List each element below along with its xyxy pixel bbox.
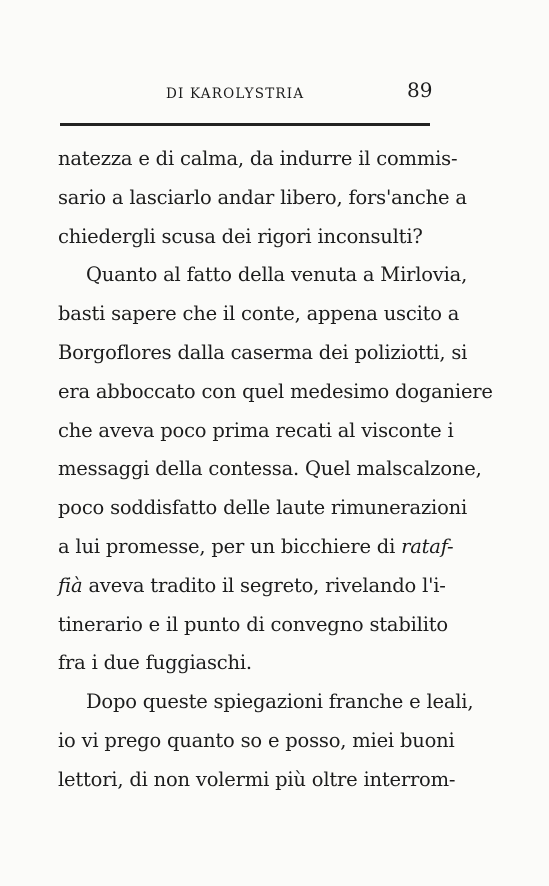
text-line: sario a lasciarlo andar libero, fors'anche a [58, 185, 467, 209]
text-line: Dopo queste spiegazioni franche e leali, [86, 690, 474, 714]
text-segment: aveva tradito il segreto, rivelando l'i- [88, 573, 446, 597]
body-text [58, 140, 493, 800]
italic-word: rataf- [401, 534, 454, 558]
running-title: DI KAROLYSTRIA [166, 86, 305, 102]
text-line: io vi prego quanto so e posso, miei buoni [58, 728, 455, 752]
text-line: poco soddisfatto delle laute rimunerazioni [58, 496, 468, 520]
italic-word: fià [58, 573, 83, 597]
text-line: basti sapere che il conte, appena uscito a [58, 302, 460, 326]
header-rule [60, 123, 430, 126]
text-line: chiedergli scusa dei rigori inconsulti? [58, 224, 423, 248]
text-line: era abboccato con quel medesimo doganiere [58, 379, 493, 403]
text-line: messaggi della contessa. Quel malscalzone, [58, 457, 482, 481]
text-segment: a lui promesse, per un bicchiere di [58, 534, 396, 558]
page-number: 89 [407, 78, 433, 102]
text-line: lettori, di non volermi più oltre interrom- [58, 767, 456, 791]
text-line: Quanto al fatto della venuta a Mirlovia, [86, 263, 468, 287]
text-line: Borgoflores dalla caserma dei poliziotti, si [58, 340, 468, 364]
text-line: che aveva poco prima recati al visconte i [58, 418, 454, 442]
text-line: tinerario e il punto di convegno stabilito [58, 612, 448, 636]
text-line: natezza e di calma, da indurre il commis- [58, 147, 458, 170]
text-line: fra i due fuggiaschi. [58, 651, 252, 675]
text-line-with-italic [58, 528, 454, 567]
text-line-with-italic [58, 567, 446, 606]
